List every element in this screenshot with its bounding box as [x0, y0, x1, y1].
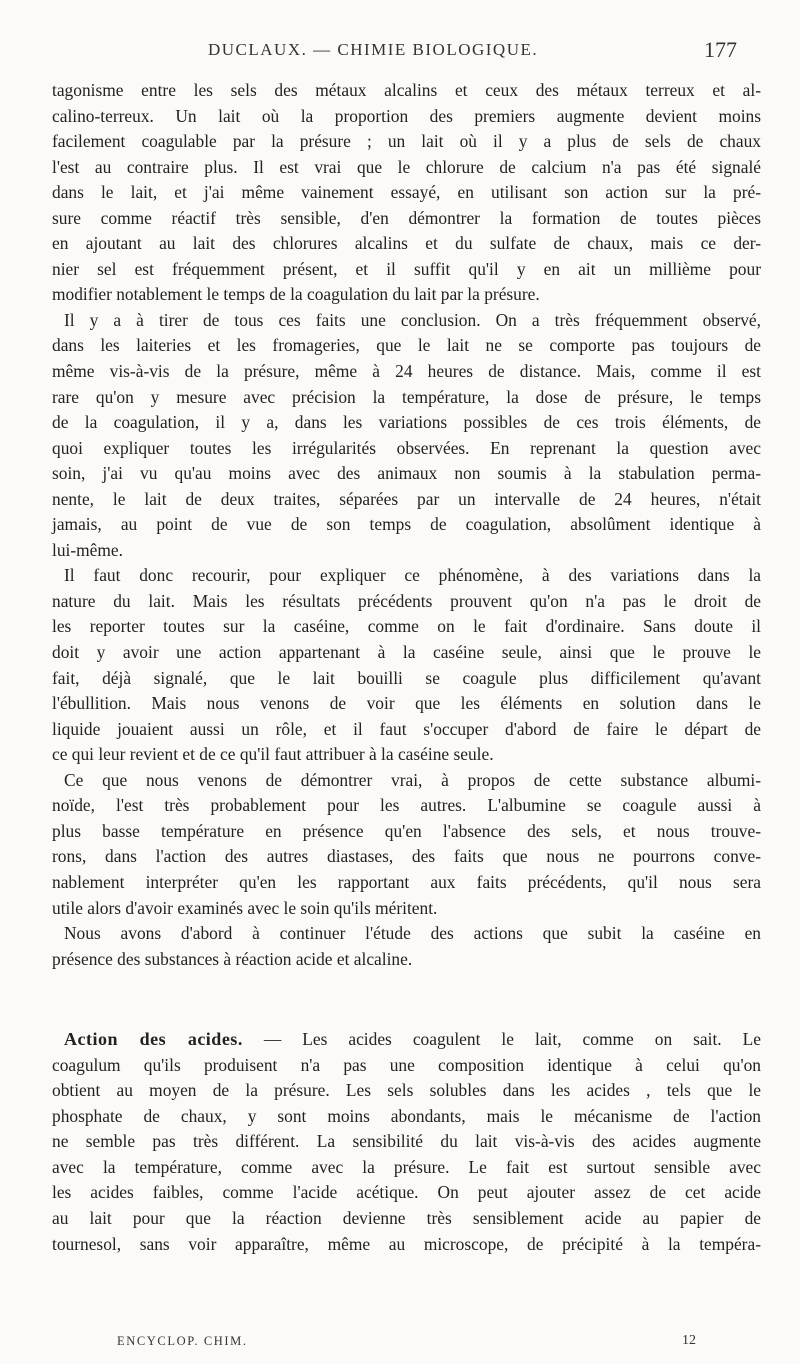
section-heading: Action des acides. [64, 1029, 243, 1050]
section-spacer [52, 972, 761, 1027]
page-footer [0, 1334, 800, 1358]
text-line: doit y avoir une action appartenant à la caséine seule, ainsi que le prouve le [52, 642, 761, 663]
text-line: rare qu'on y mesure avec précision la température, la dose de présure, le temps [52, 386, 761, 407]
running-title: DUCLAUX. — CHIMIE BIOLOGIQUE. [208, 40, 539, 59]
text-line: calino-terreux. Un lait où la proportion des premiers augmente devient moins [52, 105, 761, 126]
text-line: même vis-à-vis de la présure, même à 24 heures de distance. Mais, comme il est [52, 361, 761, 382]
text-line: utile alors d'avoir examinés avec le soin qu'ils méritent. [52, 897, 438, 918]
running-head [0, 37, 800, 70]
text-line: nier sel est fréquemment présent, et il suffit qu'il y en ait un millième pour [52, 258, 761, 279]
text-line: dans le lait, et j'ai même vainement essayé, en utilisant son action sur la pré- [52, 182, 761, 203]
text-line: les reporter toutes sur la caséine, comme on le fait d'ordinaire. Sans doute il [52, 616, 761, 637]
text-line: phosphate de chaux, y sont moins abondants, mais le mécanisme de l'action [52, 1105, 761, 1126]
text-line: tournesol, sans voir apparaître, même au microscope, de précipité à la tempéra- [52, 1233, 761, 1254]
text-line: l'est au contraire plus. Il est vrai que le chlorure de calcium n'a pas été signalé [52, 156, 761, 177]
text-line: noïde, l'est très probablement pour les autres. L'albumine se coagule aussi à [52, 795, 761, 816]
text-line: rons, dans l'action des autres diastases, des faits que nous ne pourrons conve- [52, 846, 761, 867]
paragraph [52, 921, 761, 972]
footer-sheet-number: 12 [682, 1333, 696, 1348]
footer-signature: ENCYCLOP. CHIM. [117, 1334, 248, 1348]
text-line: sure comme réactif très sensible, d'en démontrer la formation de toutes pièces [52, 207, 761, 228]
text-line: Ce que nous venons de démontrer vrai, à propos de cette substance albumi- [64, 769, 761, 790]
text-line: avec la température, comme avec la présure. Le fait est surtout sensible avec [52, 1156, 761, 1177]
text-line: obtient au moyen de la présure. Les sels solubles dans les acides , tels que le [52, 1080, 761, 1101]
paragraph [52, 563, 761, 767]
text-line: Il faut donc recourir, pour expliquer ce phénomène, à des variations dans la [64, 565, 761, 586]
text-line: nature du lait. Mais les résultats précédents prouvent qu'on n'a pas le droit de [52, 590, 761, 611]
paragraph [52, 308, 761, 563]
text-line: tagonisme entre les sels des métaux alcalins et ceux des métaux terreux et al- [52, 80, 761, 100]
text-line: Nous avons d'abord à continuer l'étude des actions que subit la caséine en [64, 923, 761, 944]
text-line: plus basse température en présence qu'en l'absence des sels, et nous trouve- [52, 820, 761, 841]
text-line: ce qui leur revient et de ce qu'il faut attribuer à la caséine seule. [52, 744, 494, 765]
section-first-line-text: — Les acides coagulent le lait, comme on sait. Le [242, 1029, 762, 1050]
text-line: liquide jouaient aussi un rôle, et il faut s'occuper d'abord de faire le départ de [52, 718, 761, 739]
section-first-line [52, 1027, 761, 1053]
page-number: 177 [704, 37, 737, 62]
text-line: de la coagulation, il y a, dans les variations possibles de ces trois éléments, de [52, 412, 761, 433]
text-line: facilement coagulable par la présure ; un lait où il y a plus de sels de chaux [52, 131, 761, 152]
text-line: jamais, au point de vue de son temps de coagulation, absolûment identique à [52, 514, 761, 535]
text-line: au lait pour que la réaction devienne très sensiblement acide au papier de [52, 1207, 761, 1228]
text-line: coagulum qu'ils produisent n'a pas une composition identique à celui qu'on [52, 1054, 761, 1075]
text-line: dans les laiteries et les fromageries, que le lait ne se comporte pas toujours de [52, 335, 761, 356]
text-line: modifier notablement le temps de la coagulation du lait par la présure. [52, 284, 540, 305]
text-line: présence des substances à réaction acide et alcaline. [52, 948, 413, 969]
text-line: l'ébullition. Mais nous venons de voir que les éléments en solution dans le [52, 693, 761, 714]
text-line: lui-même. [52, 539, 123, 560]
text-line: nablement interpréter qu'en les rapportant aux faits précédents, qu'il nous sera [52, 871, 761, 892]
body-text [52, 78, 761, 1257]
paragraph [52, 78, 761, 308]
section-action-des-acides [52, 1027, 761, 1257]
text-line: Il y a à tirer de tous ces faits une conclusion. On a très fréquemment observé, [64, 309, 761, 330]
text-line: soin, j'ai vu qu'au moins avec des animaux non soumis à la stabulation perma- [52, 463, 761, 484]
text-line: nente, le lait de deux traites, séparées par un intervalle de 24 heures, n'était [52, 488, 761, 509]
paragraph [52, 768, 761, 921]
text-line: en ajoutant au lait des chlorures alcalins et du sulfate de chaux, mais ce der- [52, 233, 761, 254]
text-line: fait, déjà signalé, que le lait bouilli se coagule plus difficilement qu'avant [52, 667, 761, 688]
text-line: ne semble pas très différent. La sensibilité du lait vis-à-vis des acides augmente [52, 1131, 761, 1152]
text-line: les acides faibles, comme l'acide acétique. On peut ajouter assez de cet acide [52, 1182, 761, 1203]
text-line: quoi expliquer toutes les irrégularités observées. En reprenant la question avec [52, 437, 761, 458]
